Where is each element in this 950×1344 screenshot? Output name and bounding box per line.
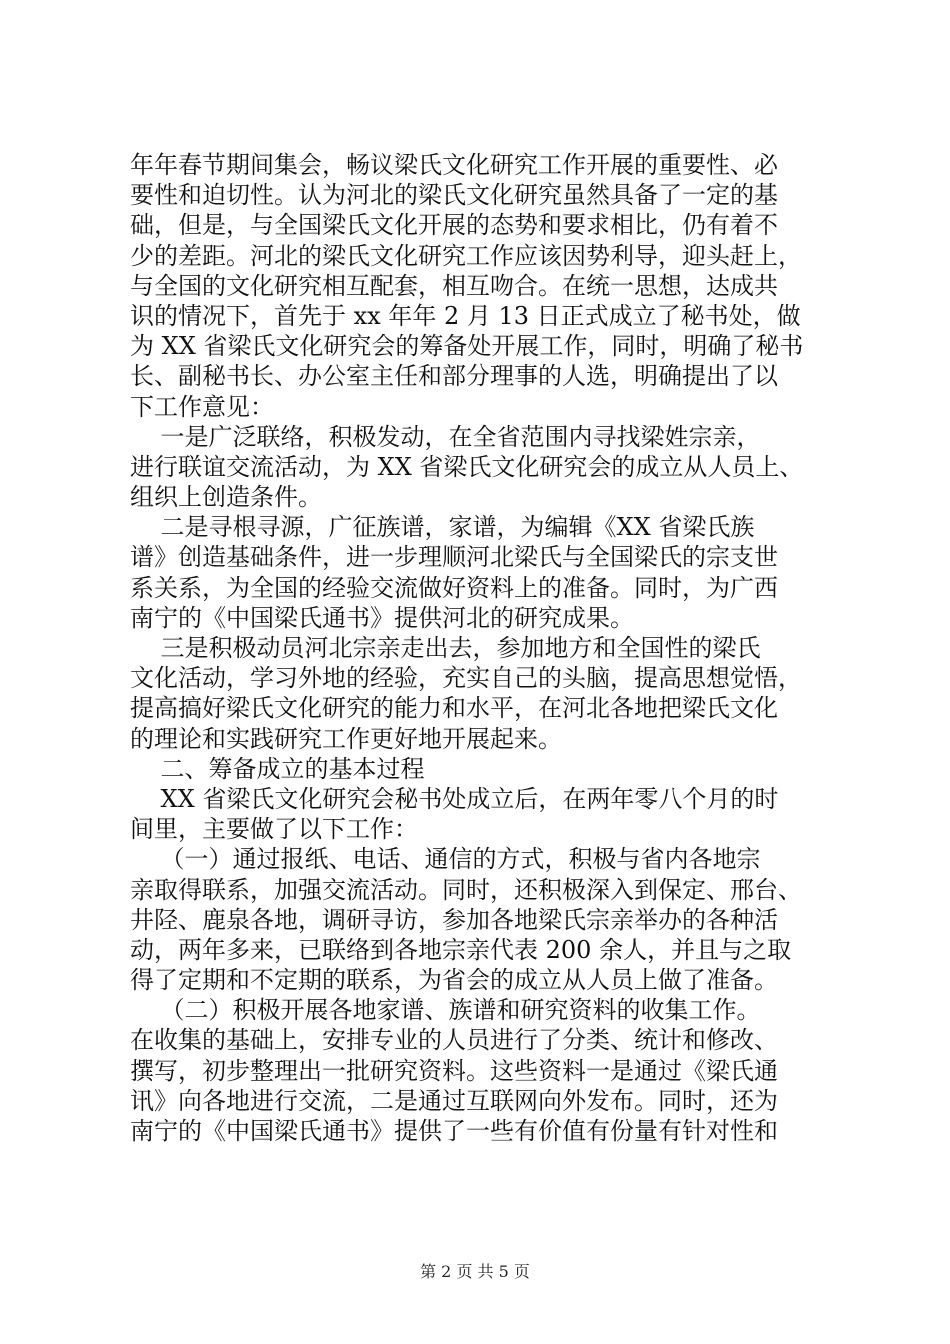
text-line: 要性和迫切性。认为河北的梁氏文化研究虽然具备了一定的基	[130, 181, 778, 210]
text-line: 一是广泛联络，积极发动，在全省范围内寻找梁姓宗亲，	[130, 422, 761, 451]
text-line: 识的情况下，首先于 xx 年年 2 月 13 日正式成立了秘书处，做	[130, 301, 801, 330]
text-line: 在收集的基础上，安排专业的人员进行了分类、统计和修改、	[130, 1026, 778, 1055]
text-line: 二是寻根寻源，广征族谱，家谱，为编辑《XX 省梁氏族	[130, 513, 755, 542]
section-heading: 二、筹备成立的基本过程	[130, 754, 425, 783]
page-footer	[0, 1262, 950, 1282]
text-line: XX 省梁氏文化研究会秘书处成立后，在两年零八个月的时	[130, 784, 779, 813]
text-line: 得了定期和不定期的联系，为省会的成立从人员上做了准备。	[130, 966, 778, 995]
text-line: 系关系，为全国的经验交流做好资料上的准备。同时，为广西	[130, 573, 778, 602]
text-line: 提高搞好梁氏文化研究的能力和水平，在河北各地把梁氏文化	[130, 694, 778, 723]
page-number: 第 2 页 共 5 页	[420, 1262, 530, 1281]
text-line: 亲取得联系，加强交流活动。同时，还积极深入到保定、邢台、	[130, 875, 802, 904]
text-line: 与全国的文化研究相互配套，相互吻合。在统一思想，达成共	[130, 271, 778, 300]
text-line: 进行联谊交流活动，为 XX 省梁氏文化研究会的成立从人员上、	[130, 452, 804, 481]
text-line: （一）通过报纸、电话、通信的方式，积极与省内各地宗	[130, 845, 761, 874]
text-line: （二）积极开展各地家谱、族谱和研究资料的收集工作。	[130, 996, 761, 1025]
body-text	[130, 150, 830, 1146]
text-line: 少的差距。河北的梁氏文化研究工作应该因势利导，迎头赶上，	[130, 241, 802, 270]
text-line: 南宁的《中国梁氏通书》提供河北的研究成果。	[130, 603, 634, 632]
text-line: 间里，主要做了以下工作：	[130, 815, 418, 844]
text-line: 三是积极动员河北宗亲走出去，参加地方和全国性的梁氏	[130, 634, 761, 662]
text-line: 讯》向各地进行交流，二是通过互联网向外发布。同时，还为	[130, 1086, 778, 1115]
text-line: 组织上创造条件。	[130, 483, 322, 512]
text-line: 础，但是，与全国梁氏文化开展的态势和要求相比，仍有着不	[130, 211, 778, 240]
text-line: 南宁的《中国梁氏通书》提供了一些有价值有份量有针对性和	[130, 1117, 778, 1145]
text-line: 撰写，初步整理出一批研究资料。这些资料一是通过《梁氏通	[130, 1056, 778, 1085]
text-line: 文化活动，学习外地的经验，充实自己的头脑，提高思想觉悟，	[130, 664, 802, 693]
text-line: 井陉、鹿泉各地，调研寻访，参加各地梁氏宗亲举办的各种活	[130, 905, 778, 934]
text-line: 下工作意见：	[130, 392, 274, 421]
text-line: 动，两年多来，已联络到各地宗亲代表 200 余人，并且与之取	[130, 935, 792, 964]
text-line: 的理论和实践研究工作更好地开展起来。	[130, 724, 562, 753]
text-line: 为 XX 省梁氏文化研究会的筹备处开展工作，同时，明确了秘书	[130, 332, 804, 361]
text-line: 谱》创造基础条件，进一步理顺河北梁氏与全国梁氏的宗支世	[130, 543, 778, 572]
text-line: 年年春节期间集会，畅议梁氏文化研究工作开展的重要性、必	[130, 151, 778, 179]
text-line: 长、副秘书长、办公室主任和部分理事的人选，明确提出了以	[130, 362, 778, 391]
